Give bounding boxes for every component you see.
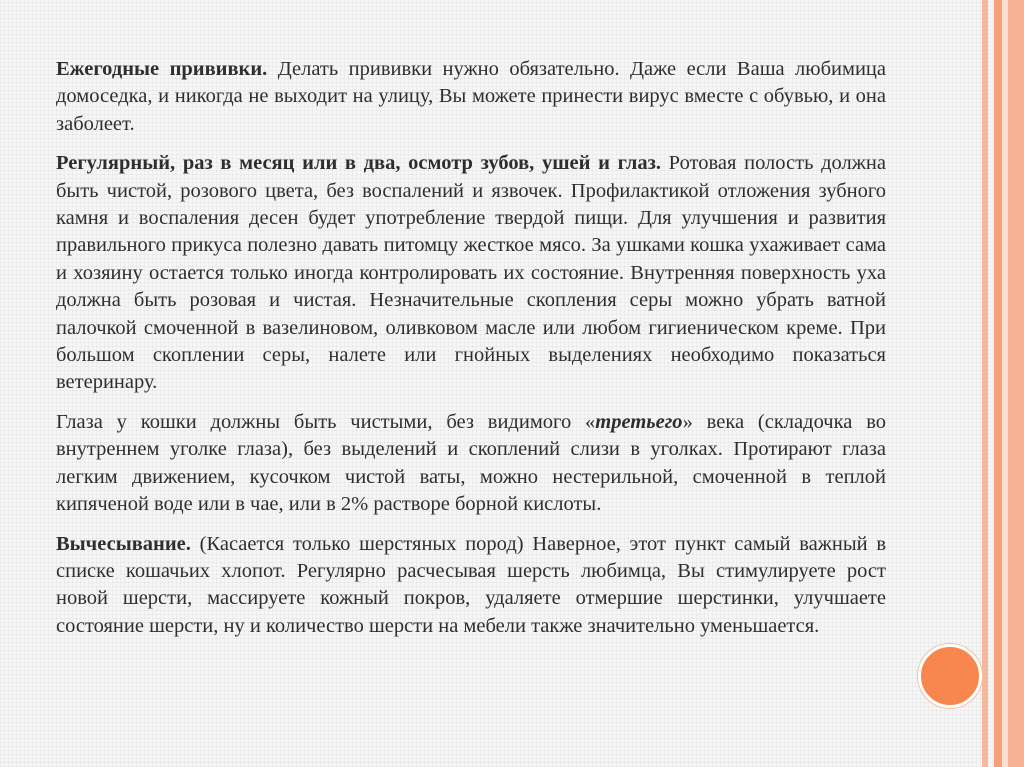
decor-stripe-2 bbox=[994, 0, 1002, 767]
heading-vaccinations: Ежегодные прививки. bbox=[56, 58, 268, 80]
text-inspection: Ротовая полость должна быть чистой, розового цвета, без воспалений и язвочек. Профилактикой отложения зубного камня и воспаления десен будет употребление твердой пищи. Для улучшения и развития правильного прикуса полезно давать питомцу жесткое мясо. За ушками кошка ухаживает сама и хозяину остается только иногда контролировать их состояние. Внутренняя поверхность уха должна быть розовая и чистая. Незначительные скопления серы можно убрать ватной палочкой смоченной в вазелиновом, оливковом масле или любом гигиеническом креме. При большом скоплении серы, налете или гнойных выделениях необходимо показаться ветеринару. bbox=[56, 152, 886, 394]
slide-body bbox=[56, 56, 886, 652]
paragraph-eyes bbox=[56, 409, 886, 519]
text-eyes-emphasis: третьего bbox=[595, 410, 683, 433]
text-vaccinations: Делать прививки нужно обязательно. Даже если Ваша любимица домоседка, и никогда не выходит на улицу, Вы можете принести вирус вместе с обувью, и она заболеет. bbox=[56, 58, 886, 135]
decor-stripe-4 bbox=[1008, 0, 1024, 767]
decor-stripe-1 bbox=[982, 0, 988, 767]
text-brushing: (Касается только шерстяных пород) Наверное, этот пункт самый важный в списке кошачьих хлопот. Регулярно расчесывая шерсть любимца, Вы стимулируете рост новой шерсти, массируете кожный покров, удаляете отмершие шерстинки, улучшаете состояние шерсти, ну и количество шерсти на мебели также значительно уменьшается. bbox=[56, 532, 886, 637]
decor-circle bbox=[918, 644, 982, 708]
text-eyes-before: Глаза у кошки должны быть чистыми, без видимого « bbox=[56, 410, 596, 433]
heading-brushing: Вычесывание. bbox=[56, 532, 191, 555]
text-eyes-after: » века (складочка во внутреннем уголке глаза), без выделений и скоплений слизи в уголках. Протирают глаза легким движением, кусочком чистой ваты, можно нестерильной, смоченной в теплой кипяченой воде или в чае, или в 2% растворе борной кислоты. bbox=[56, 410, 886, 516]
paragraph-brushing bbox=[56, 531, 886, 641]
paragraph-vaccinations bbox=[56, 56, 886, 138]
paragraph-inspection bbox=[56, 150, 886, 397]
heading-inspection: Регулярный, раз в месяц или в два, осмотр зубов, ушей и глаз. bbox=[56, 152, 661, 175]
